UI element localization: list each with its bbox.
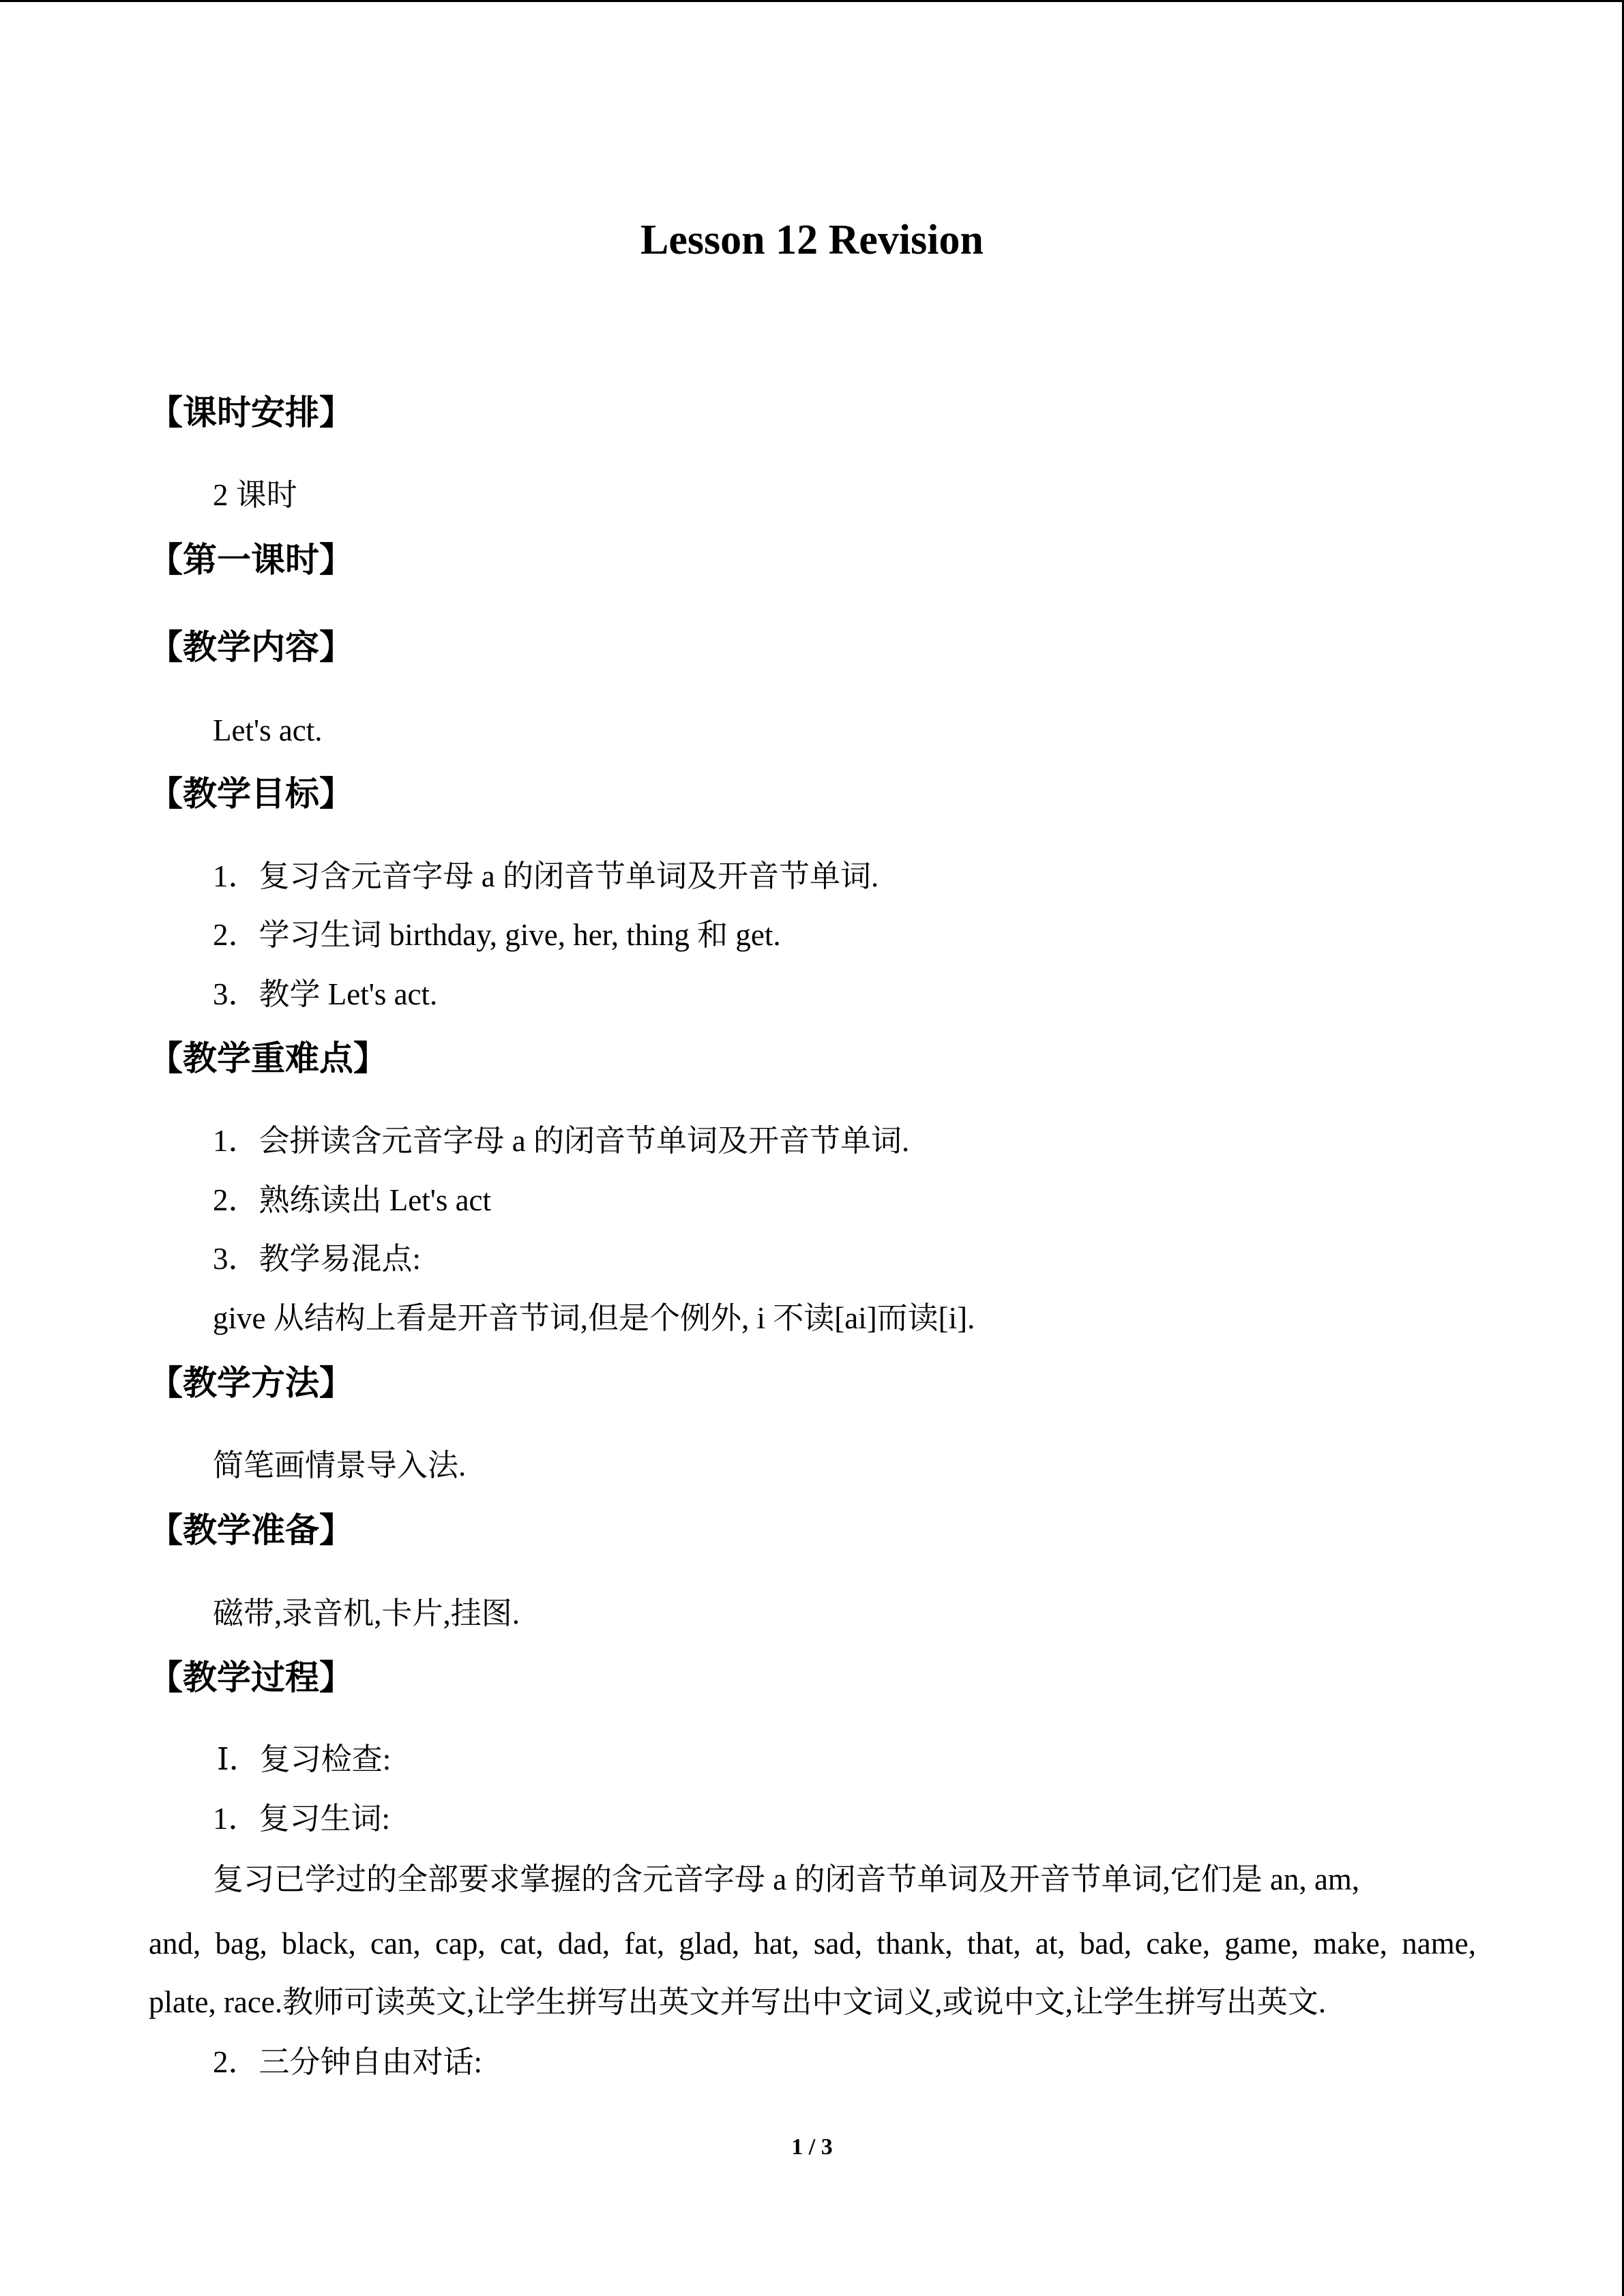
heading-method: 【教学方法】 — [149, 1363, 353, 1403]
process-substep: 1．复习生词: — [213, 1802, 391, 1836]
objective-item: 3．教学 Let's act. — [213, 977, 438, 1011]
key-point-item: 3．教学易混点: — [213, 1242, 422, 1276]
process-paragraph-line: and, bag, black, can, cap, cat, dad, fat, glad, hat, sad, thank, that, at, bad, cake, game, make, name, — [149, 1926, 1476, 1960]
content-text: Let's act. — [213, 713, 323, 747]
page-top-border — [0, 0, 1624, 2]
process-substep: 2．三分钟自由对话: — [213, 2045, 483, 2079]
key-point-item: give 从结构上看是开音节词,但是个例外, i 不读[ai]而读[i]. — [213, 1301, 975, 1335]
heading-key-points: 【教学重难点】 — [149, 1039, 387, 1078]
method-text: 简笔画情景导入法. — [213, 1448, 467, 1482]
process-paragraph-line: plate, race.教师可读英文,让学生拼写出英文并写出中文词义,或说中文,让学生拼写出英文. — [149, 1985, 1327, 2019]
process-step: Ⅰ．复习检查: — [217, 1742, 392, 1776]
heading-objectives: 【教学目标】 — [149, 774, 353, 814]
preparation-text: 磁带,录音机,卡片,挂图. — [213, 1596, 520, 1630]
heading-content: 【教学内容】 — [149, 627, 353, 667]
heading-first-lesson: 【第一课时】 — [149, 540, 353, 580]
key-point-item: 1．会拼读含元音字母 a 的闭音节单词及开音节单词. — [213, 1124, 910, 1158]
schedule-text: 2 课时 — [213, 478, 297, 512]
heading-process: 【教学过程】 — [149, 1658, 353, 1697]
heading-schedule: 【课时安排】 — [149, 393, 353, 432]
key-point-item: 2．熟练读出 Let's act — [213, 1183, 492, 1217]
objective-item: 1．复习含元音字母 a 的闭音节单词及开音节单词. — [213, 859, 879, 893]
heading-preparation: 【教学准备】 — [149, 1510, 353, 1550]
process-paragraph-line: 复习已学过的全部要求掌握的含元音字母 a 的闭音节单词及开音节单词,它们是 an, am, — [213, 1862, 1360, 1896]
page-number: 1 / 3 — [791, 2134, 833, 2160]
objective-item: 2．学习生词 birthday, give, her, thing 和 get. — [213, 918, 781, 952]
page-title: Lesson 12 Revision — [640, 217, 984, 263]
